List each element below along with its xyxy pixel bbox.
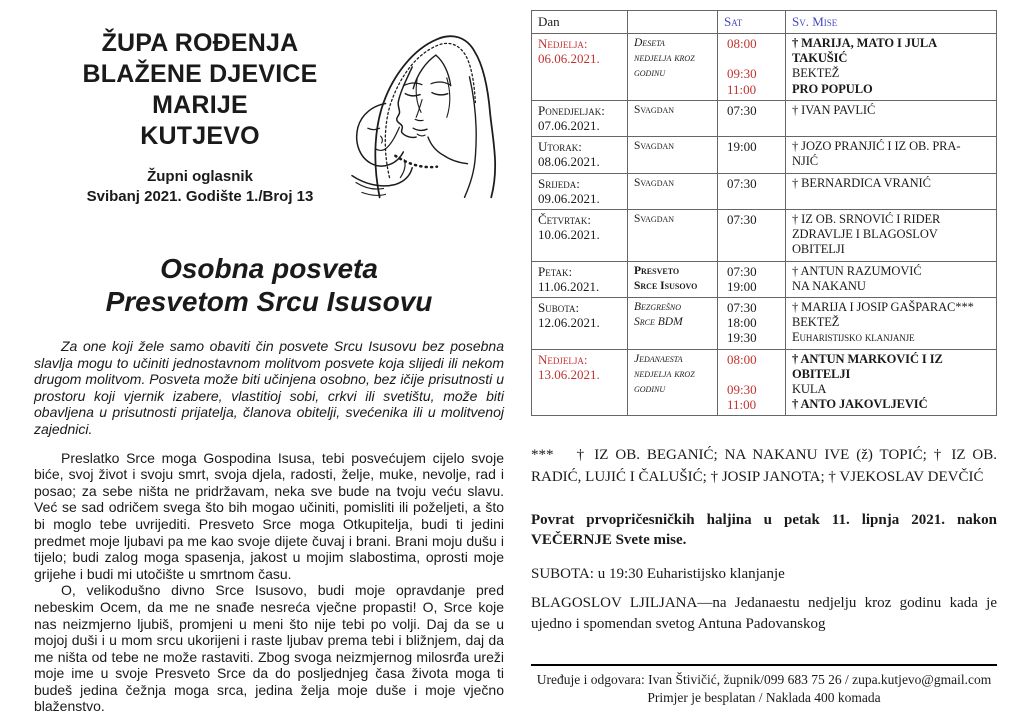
day-line: Četvrtak: <box>538 212 592 228</box>
right-column <box>531 10 997 635</box>
mass-line: † ANTUN MARKOVIĆ I IZ <box>792 351 943 366</box>
time-line: 08:00 <box>727 351 757 367</box>
bulletin-type: Župni oglasnik <box>147 168 253 185</box>
bulletin-subtitle <box>34 167 366 207</box>
article-paragraph-prayer-2: O, velikodušno divno Srce Isusovo, budi moje opravdanje pred nebeskim Ocem, da me ne snađe nesreća vječne propasti! O, Srce koje nas neizmjerno ljubiš, promjeni u meni što nije tebi po volji. Daj da se u mojoj duši i u mom srcu ukorijeni i raste ljubav prema tebi i bližnjem, daj da me ništa od tebe ne može rastaviti. Zbog svoga neizmjernog milosrđa ureži moje ime u svoje Presveto Srce da do posljednjeg časa života moga ti budeš jedina čežnja moga srca, jedina želja moje duše i moje vječno blaženstvo. <box>34 582 504 715</box>
day-line: 06.06.2021. <box>538 51 600 67</box>
day-line: 10.06.2021. <box>538 227 600 243</box>
feast-line: Svagdan <box>634 176 675 189</box>
mass-line: † IVAN PAVLIĆ <box>792 102 876 117</box>
mass-line: † ANTO JAKOVLJEVIĆ <box>792 397 928 412</box>
article-body <box>34 338 504 715</box>
schedule-row <box>532 137 997 173</box>
day-line: 13.06.2021. <box>538 366 600 382</box>
madonna-and-child-illustration <box>350 6 508 202</box>
parish-name-line-2: BLAŽENE DJEVICE MARIJE <box>82 60 318 119</box>
schedule-row <box>532 261 997 297</box>
mass-line: TAKUŠIĆ <box>792 51 848 66</box>
day-line: Subota: <box>538 300 580 316</box>
article-title <box>34 252 504 318</box>
parish-name-line-3: KUTJEVO <box>140 122 260 150</box>
parish-name-line-1: ŽUPA ROĐENJA <box>101 29 299 57</box>
article-paragraph-intro: Za one koji žele samo obaviti čin posvete Srcu Isusovu bez posebna slavlja mogu to učiniti jednostavnom molitvom posvete koja slijedi ili nekom drugom molitvom. Posveta može biti učinjena osobno, bez ičije prisutnosti u prostoru koji vjernik izabere, vlastitioj sobi, crkvi ili svetištu, može biti obavljena u prisutnosti prijatelja, članova obitelji, svećenika ili u molitvenoj zajednici. <box>34 338 504 437</box>
footnote-marker: *** <box>531 447 554 464</box>
feast-line: nedjelja kroz <box>634 367 695 380</box>
time-line: 19:00 <box>727 278 757 294</box>
time-line: 07:30 <box>727 212 757 228</box>
mass-line: † MARIJA, MATO I JULA <box>792 36 938 50</box>
time-line: 07:30 <box>727 102 757 118</box>
time-line: 07:30 <box>727 300 757 316</box>
feast-line: Bezgrešno <box>634 301 682 314</box>
time-line: 11:00 <box>727 81 757 97</box>
day-line: 12.06.2021. <box>538 315 600 331</box>
mass-line: KULA <box>792 382 827 397</box>
mass-line: NA NAKANU <box>792 278 866 293</box>
mass-line: † ANTUN RAZUMOVIĆ <box>792 263 922 278</box>
feast-line: Svagdan <box>634 213 675 226</box>
schedule-row <box>532 298 997 350</box>
time-line: 18:00 <box>727 315 757 331</box>
footer <box>531 664 997 707</box>
mass-line: † IZ OB. SRNOVIĆ I RIDER <box>792 212 941 227</box>
column-header-time: Sat <box>718 11 786 34</box>
time-line: 07:30 <box>727 263 757 279</box>
notes-section <box>531 444 997 635</box>
lily-blessing-note: BLAGOSLOV LJILJANA—na Jedanaestu nedjelju kroz godinu kada je ujedno i spomendan svetog Antuna Padovanskog <box>531 595 997 633</box>
time-line: 11:00 <box>727 397 757 413</box>
mass-line: BEKTEŽ <box>792 315 840 330</box>
article-paragraph-prayer-1: Preslatko Srce moga Gospodina Isusa, tebi posvećujem cijelo svoje biće, svoj život i svoju smrt, svoja djela, radosti, želje, muke, nevolje, rad i posao; za sebe ništa ne pridržavam, neka sve bude na tvoju veću slavu. Već se sad odričem svega što bih mogao učiniti, pomisliti ili poželjeti, a što bi moglo tebe uvrijediti. Presveto Srce moga Otkupitelja, budi ti jedini predmet moje ljubavi pa me kao svoje dijete čuvaj i brani. Brani moju dušu i tijelo; budi zalog moga spasenja, jakost u mojim slabostima, oprosti moje grijehe i budi mi utočište u smrtnom času. <box>34 449 504 582</box>
day-line: Nedjelja: <box>538 36 588 51</box>
masthead <box>34 16 504 206</box>
schedule-row <box>532 34 997 101</box>
mass-line: † BERNARDICA VRANIĆ <box>792 175 931 190</box>
time-line <box>727 367 779 382</box>
schedule-row <box>532 100 997 136</box>
mass-line: BEKTEŽ <box>792 66 840 81</box>
parish-title-block <box>34 16 366 207</box>
day-line: 09.06.2021. <box>538 190 600 206</box>
footer-print-line: Primjer je besplatan / Naklada 400 komada <box>647 690 881 705</box>
day-line: Srijeda: <box>538 175 580 191</box>
feast-line: Srce Isusovo <box>634 279 698 292</box>
issue-info: Svibanj 2021. Godište 1./Broj 13 <box>86 188 314 205</box>
left-column <box>34 16 504 715</box>
feast-line: nedjelja kroz <box>634 52 695 65</box>
mass-line: † JOZO PRANJIĆ I IZ OB. PRA- <box>792 139 961 154</box>
saturday-adoration-note: SUBOTA: u 19:30 Euharistijsko klanjanje <box>531 566 785 583</box>
time-line <box>727 51 779 66</box>
feast-line: Jedanaesta <box>634 352 683 365</box>
schedule-row <box>532 173 997 209</box>
day-line: Nedjelja: <box>538 351 588 367</box>
day-line: Utorak: <box>538 139 582 155</box>
day-line: 08.06.2021. <box>538 154 600 170</box>
first-communion-notice: Povrat prvopričesničkih haljina u petak 11. lipnja 2021. nakon VEČERNJE Svete mise. <box>531 512 997 549</box>
footnote <box>531 444 997 488</box>
mass-line: Euharistijsko klanjanje <box>792 330 915 345</box>
time-line: 07:30 <box>727 175 757 191</box>
mass-line: ZDRAVLJE I BLAGOSLOV <box>792 227 938 242</box>
mass-line: PRO POPULO <box>792 81 873 96</box>
footnote-text: † IZ OB. BEGANIĆ; NA NAKANU IVE (ž) TOPIĆ; † IZ OB. RADIĆ, LUJIĆ I ČALUŠIĆ; † JOSIP JANOTA; † VJEKOSLAV DEVČIĆ <box>531 447 997 486</box>
footer-editor-line: Uređuje i odgovara: Ivan Štivičić, župnik/099 683 75 26 / zupa.kutjevo@gmail.com <box>536 672 992 687</box>
schedule-header-row <box>532 11 997 34</box>
day-line: Petak: <box>538 263 573 279</box>
article-title-line-2: Presvetom Srcu Isusovu <box>105 286 433 317</box>
article-title-line-1: Osobna posveta <box>160 253 378 284</box>
mass-line: OBITELJI <box>792 242 845 257</box>
schedule-row <box>532 210 997 262</box>
time-line: 08:00 <box>727 36 757 51</box>
feast-line: Presveto <box>634 264 680 277</box>
column-header-feast <box>628 11 718 34</box>
feast-line: Svagdan <box>634 103 675 116</box>
mass-line: OBITELJI <box>792 366 851 381</box>
feast-line: Deseta <box>634 37 665 49</box>
time-line: 19:30 <box>727 330 757 346</box>
day-line: Ponedjeljak: <box>538 102 605 118</box>
schedule-body <box>532 34 997 416</box>
schedule-row <box>532 349 997 416</box>
column-header-mass: Sv. Mise <box>786 11 997 34</box>
feast-line: godinu <box>634 67 666 80</box>
time-line: 19:00 <box>727 139 757 155</box>
day-line: 11.06.2021. <box>538 278 600 294</box>
time-line: 09:30 <box>727 382 757 398</box>
feast-line: Srce BDM <box>634 316 683 329</box>
time-line: 09:30 <box>727 66 757 82</box>
feast-line: Svagdan <box>634 140 675 153</box>
feast-line: godinu <box>634 383 666 396</box>
mass-line: NJIĆ <box>792 154 818 169</box>
mass-schedule-table <box>531 10 997 416</box>
column-header-day: Dan <box>532 11 628 34</box>
day-line: 07.06.2021. <box>538 118 600 134</box>
mass-line: † MARIJA I JOSIP GAŠPARAC*** <box>792 300 974 315</box>
